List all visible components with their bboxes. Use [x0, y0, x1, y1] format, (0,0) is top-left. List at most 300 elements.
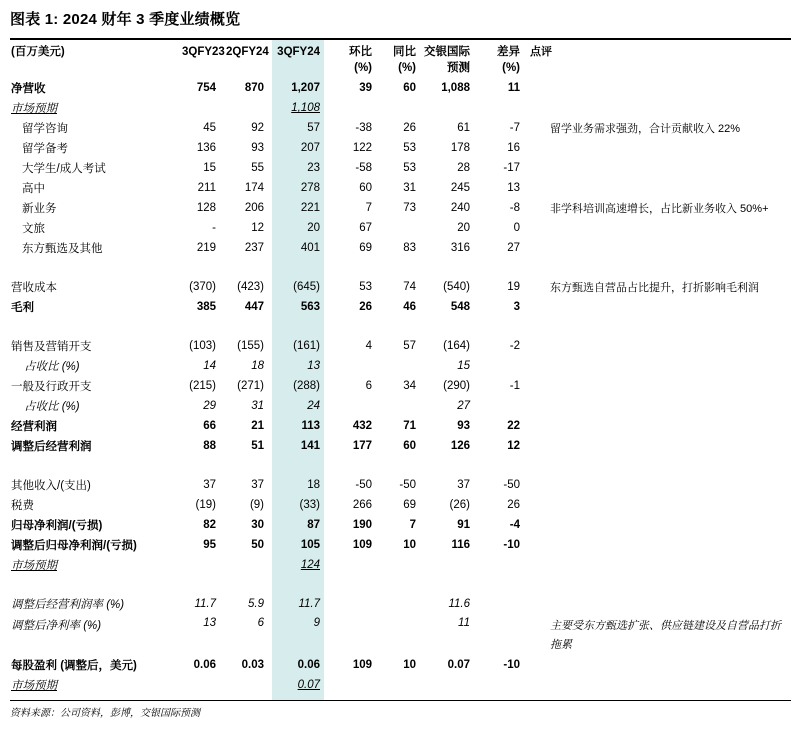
cell-value: -50 [355, 479, 372, 491]
row-comment [530, 475, 791, 495]
spacer-row [10, 575, 791, 594]
table-row [10, 238, 791, 258]
bottom-rule [10, 700, 791, 701]
header-unit-label: (百万美元) [11, 46, 65, 58]
cell-3qfy24 [272, 515, 324, 535]
header-row [10, 42, 791, 78]
cell-value [378, 218, 424, 238]
cell-value: 13 [507, 182, 520, 194]
cell-value: (645) [293, 281, 320, 293]
row-label-text: 占收比 (%) [24, 401, 80, 413]
cell-value: 126 [450, 440, 470, 452]
cell-value: 5.9 [248, 598, 264, 610]
cell-value [324, 396, 378, 416]
row-label-text: 市场预期 [11, 680, 57, 692]
row-comment [530, 376, 791, 396]
cell-value: 67 [359, 222, 372, 234]
row-label-text: 调整后经营利润率 (%) [11, 599, 125, 611]
cell-value: 9 [313, 617, 320, 629]
row-comment [530, 178, 791, 198]
cell-value: 113 [301, 420, 320, 432]
cell-3qfy24 [272, 198, 324, 218]
cell-value [476, 98, 530, 118]
table-row [10, 218, 791, 238]
row-label [10, 515, 182, 535]
cell-value [324, 614, 378, 655]
cell-value: -38 [355, 122, 372, 134]
cell-value: 87 [307, 519, 320, 531]
cell-value: 22 [507, 420, 520, 432]
row-label [10, 535, 182, 555]
cell-value: 432 [352, 420, 372, 432]
table-row [10, 158, 791, 178]
cell-value: 563 [300, 301, 320, 313]
row-label-text: 东方甄选及其他 [22, 243, 103, 255]
cell-3qfy24 [272, 495, 324, 515]
row-label-text: 占收比 (%) [24, 361, 80, 373]
cell-value: 316 [450, 242, 470, 254]
cell-value: 7 [409, 519, 416, 531]
cell-value: 18 [307, 479, 320, 491]
cell-value: 3 [513, 301, 520, 313]
cell-value [476, 555, 530, 575]
results-table [10, 42, 791, 695]
row-label [10, 376, 182, 396]
cell-value: 1,207 [291, 82, 320, 94]
cell-value: 105 [300, 539, 320, 551]
cell-value: 20 [457, 222, 470, 234]
row-comment [530, 555, 791, 575]
cell-value: 69 [359, 242, 372, 254]
cell-value: 60 [403, 82, 416, 94]
row-comment [530, 218, 791, 238]
cell-3qfy24 [272, 675, 324, 695]
row-comment [530, 515, 791, 535]
row-label [10, 98, 182, 118]
cell-value: (155) [237, 340, 264, 352]
row-label [10, 396, 182, 416]
cell-value: 51 [251, 440, 264, 452]
cell-value: (215) [189, 380, 216, 392]
cell-3qfy24 [272, 98, 324, 118]
cell-value: 93 [457, 420, 470, 432]
cell-3qfy24 [272, 555, 324, 575]
row-comment [530, 138, 791, 158]
cell-value: 116 [451, 539, 470, 551]
row-label-text: 每股盈利 (调整后，美元) [11, 660, 137, 672]
cell-3qfy24 [272, 218, 324, 238]
cell-value: 69 [403, 499, 416, 511]
cell-value: 26 [507, 499, 520, 511]
cell-value: (290) [443, 380, 470, 392]
row-label [10, 118, 182, 138]
cell-value [378, 555, 424, 575]
cell-value: 28 [457, 162, 470, 174]
cell-value: 93 [251, 142, 264, 154]
cell-value: 6 [365, 380, 372, 392]
row-comment [530, 675, 791, 695]
row-label [10, 356, 182, 376]
spacer-cell [10, 317, 791, 336]
row-comment [530, 594, 791, 614]
table-row [10, 675, 791, 695]
cell-3qfy24 [272, 594, 324, 614]
cell-value: 12 [507, 440, 520, 452]
cell-value: 31 [251, 400, 264, 412]
cell-value: 385 [196, 301, 216, 313]
header-qoq: 环比 (%) [349, 46, 372, 74]
header-3qfy23: 3QFY23 [182, 46, 225, 58]
cell-value: 240 [450, 202, 470, 214]
cell-value: (423) [237, 281, 264, 293]
row-label-text: 市场预期 [11, 560, 57, 572]
row-label [10, 297, 182, 317]
table-row [10, 436, 791, 456]
table-row [10, 614, 791, 655]
row-label-text: 调整后净利率 (%) [11, 620, 102, 632]
row-comment [530, 78, 791, 98]
cell-value: -58 [355, 162, 372, 174]
cell-value: 548 [450, 301, 470, 313]
cell-value: 109 [352, 659, 372, 671]
cell-value: 82 [203, 519, 216, 531]
cell-value: (9) [249, 499, 264, 511]
row-label [10, 336, 182, 356]
spacer-cell [10, 456, 791, 475]
cell-value: 37 [457, 479, 470, 491]
cell-value: 278 [300, 182, 320, 194]
cell-value: 136 [196, 142, 216, 154]
row-label-text: 营收成本 [11, 282, 57, 294]
table-row [10, 277, 791, 297]
spacer-row [10, 258, 791, 277]
row-label-text: 一般及行政开支 [11, 381, 92, 393]
row-label [10, 475, 182, 495]
cell-value: 141 [300, 440, 320, 452]
cell-value: 7 [365, 202, 372, 214]
cell-value: -10 [503, 659, 520, 671]
row-label [10, 178, 182, 198]
cell-3qfy24 [272, 356, 324, 376]
cell-value: 57 [403, 340, 416, 352]
cell-value: 46 [403, 301, 416, 313]
cell-value: 53 [359, 281, 372, 293]
cell-value: 0.06 [297, 659, 320, 671]
row-label-text: 调整后经营利润 [11, 441, 92, 453]
cell-value: -50 [503, 479, 520, 491]
cell-value: 26 [403, 122, 416, 134]
cell-value [476, 356, 530, 376]
cell-value: 207 [300, 142, 320, 154]
cell-value [424, 555, 476, 575]
cell-3qfy24 [272, 158, 324, 178]
cell-value: 20 [307, 222, 320, 234]
cell-value: 206 [244, 202, 264, 214]
row-comment [530, 436, 791, 456]
cell-3qfy24 [272, 376, 324, 396]
cell-3qfy24 [272, 535, 324, 555]
cell-value: 27 [507, 242, 520, 254]
row-comment: 非学科培训高速增长，占比新业务收入 50%+ [550, 203, 769, 215]
cell-value: 30 [251, 519, 264, 531]
table-row [10, 356, 791, 376]
cell-value [378, 675, 424, 695]
cell-value: 27 [457, 400, 470, 412]
source-note: 资料来源：公司资料，彭博，交银国际预测 [10, 708, 200, 719]
cell-value [324, 98, 378, 118]
row-comment [530, 535, 791, 555]
row-label-text: 高中 [22, 183, 45, 195]
row-label [10, 594, 182, 614]
cell-value: 221 [300, 202, 320, 214]
table-row [10, 297, 791, 317]
cell-value: 39 [359, 82, 372, 94]
cell-3qfy24 [272, 396, 324, 416]
row-comment [530, 396, 791, 416]
cell-value [424, 98, 476, 118]
row-label [10, 198, 182, 218]
cell-value: 18 [251, 360, 264, 372]
cell-value: 29 [203, 400, 216, 412]
cell-value: 178 [450, 142, 470, 154]
spacer-row [10, 317, 791, 336]
row-label [10, 675, 182, 695]
table-row [10, 475, 791, 495]
cell-value: 53 [403, 142, 416, 154]
cell-value: 66 [203, 420, 216, 432]
cell-value: 61 [457, 122, 470, 134]
cell-value: 122 [352, 142, 372, 154]
cell-value: 91 [457, 519, 470, 531]
table-row [10, 376, 791, 396]
cell-value [424, 675, 476, 695]
header-comment: 点评 [530, 46, 552, 58]
table-row [10, 336, 791, 356]
row-comment: 留学业务需求强劲，合计贡献收入 22% [550, 123, 741, 135]
cell-value: (540) [443, 281, 470, 293]
cell-value: 13 [307, 360, 320, 372]
row-label-text: 市场预期 [11, 103, 57, 115]
row-label-text: 留学备考 [22, 143, 68, 155]
cell-value: 266 [352, 499, 372, 511]
page-title: 图表 1: 2024 财年 3 季度业绩概览 [10, 11, 241, 28]
cell-value [324, 356, 378, 376]
cell-value: (271) [237, 380, 264, 392]
table-row [10, 594, 791, 614]
cell-value: 50 [251, 539, 264, 551]
cell-value: -8 [509, 202, 520, 214]
cell-value: 37 [251, 479, 264, 491]
row-comment [530, 356, 791, 376]
cell-value: 219 [196, 242, 216, 254]
table-row [10, 655, 791, 675]
cell-value: 60 [403, 440, 416, 452]
cell-value: 73 [403, 202, 416, 214]
cell-value: 0.07 [297, 679, 320, 691]
table-row [10, 178, 791, 198]
cell-value: 1,108 [291, 102, 320, 114]
cell-value: 14 [203, 360, 216, 372]
cell-value: 245 [450, 182, 470, 194]
header-variance: 差异 (%) [497, 46, 520, 74]
cell-3qfy24 [272, 336, 324, 356]
cell-value: 19 [507, 281, 520, 293]
cell-value: 15 [203, 162, 216, 174]
cell-value [378, 396, 424, 416]
cell-value: -10 [503, 539, 520, 551]
cell-3qfy24 [272, 277, 324, 297]
row-comment [530, 655, 791, 675]
table-row [10, 78, 791, 98]
cell-value: 6 [257, 617, 264, 629]
cell-value: 11 [458, 617, 470, 629]
cell-value: 24 [307, 400, 320, 412]
cell-value: 21 [251, 420, 264, 432]
table-row [10, 98, 791, 118]
cell-value [378, 594, 424, 614]
header-2qfy24: 2QFY24 [226, 46, 269, 58]
cell-value [378, 356, 424, 376]
cell-value: (161) [293, 340, 320, 352]
cell-value [476, 614, 530, 655]
cell-value: 83 [403, 242, 416, 254]
cell-value: 174 [244, 182, 264, 194]
cell-value [476, 594, 530, 614]
cell-value [182, 98, 226, 118]
row-comment [530, 297, 791, 317]
cell-value: 211 [197, 182, 216, 194]
cell-value: -7 [509, 122, 520, 134]
row-label [10, 158, 182, 178]
row-comment [530, 495, 791, 515]
cell-3qfy24 [272, 614, 324, 655]
cell-value: 95 [203, 539, 216, 551]
cell-value: 177 [352, 440, 372, 452]
cell-value: 128 [196, 202, 216, 214]
cell-3qfy24 [272, 238, 324, 258]
row-label-text: 销售及营销开支 [11, 341, 92, 353]
table-row [10, 198, 791, 218]
header-3qfy24: 3QFY24 [277, 46, 320, 58]
cell-3qfy24 [272, 436, 324, 456]
cell-value [378, 98, 424, 118]
cell-value: 10 [403, 539, 416, 551]
row-label [10, 218, 182, 238]
row-label-text: 文旅 [22, 223, 45, 235]
row-label-text: 新业务 [22, 203, 57, 215]
cell-value: 109 [352, 539, 372, 551]
cell-value: 0.07 [447, 659, 470, 671]
cell-value [476, 396, 530, 416]
cell-value [226, 98, 272, 118]
cell-3qfy24 [272, 178, 324, 198]
cell-value [226, 675, 272, 695]
cell-value [378, 614, 424, 655]
cell-value: - [212, 222, 216, 234]
row-label-text: 税费 [11, 500, 34, 512]
cell-value: 0.03 [241, 659, 264, 671]
cell-value: 11 [507, 82, 520, 94]
cell-value: -17 [503, 162, 520, 174]
cell-value: -50 [399, 479, 416, 491]
cell-value: 447 [244, 301, 264, 313]
cell-3qfy24 [272, 138, 324, 158]
header-bocom-forecast: 交银国际 预测 [424, 46, 470, 74]
table-row [10, 555, 791, 575]
cell-value: 31 [403, 182, 416, 194]
cell-value: (164) [443, 340, 470, 352]
cell-value: 12 [251, 222, 264, 234]
cell-value: 237 [244, 242, 264, 254]
cell-value: (19) [195, 499, 216, 511]
cell-value: 0.06 [193, 659, 216, 671]
cell-value: -1 [509, 380, 520, 392]
cell-value: (33) [299, 499, 320, 511]
cell-value [476, 675, 530, 695]
cell-value [182, 555, 226, 575]
row-label-text: 留学咨询 [22, 123, 68, 135]
row-comment [530, 158, 791, 178]
cell-value: 124 [300, 559, 320, 571]
cell-value: 23 [307, 162, 320, 174]
row-label-text: 调整后归母净利润/(亏损) [11, 540, 137, 552]
cell-value: 74 [403, 281, 416, 293]
cell-value: 71 [403, 420, 416, 432]
top-rule [10, 38, 791, 40]
table-row [10, 416, 791, 436]
cell-value: 13 [203, 617, 216, 629]
table-row [10, 495, 791, 515]
table-row [10, 138, 791, 158]
spacer-row [10, 456, 791, 475]
header-yoy: 同比 (%) [393, 46, 416, 74]
row-comment [530, 416, 791, 436]
cell-value: -4 [509, 519, 520, 531]
cell-value: 57 [307, 122, 320, 134]
cell-value: (288) [293, 380, 320, 392]
row-label-text: 归母净利润/(亏损) [11, 520, 103, 532]
cell-value: 88 [203, 440, 216, 452]
cell-value: (370) [189, 281, 216, 293]
row-label [10, 416, 182, 436]
cell-value: 0 [513, 222, 520, 234]
row-label-text: 经营利润 [11, 421, 57, 433]
row-comment [530, 238, 791, 258]
row-label [10, 555, 182, 575]
row-label-text: 其他收入/(支出) [11, 480, 91, 492]
row-label [10, 655, 182, 675]
row-comment [530, 98, 791, 118]
cell-value: 34 [403, 380, 416, 392]
cell-value: 37 [203, 479, 216, 491]
cell-value: 11.7 [298, 598, 320, 610]
row-label [10, 78, 182, 98]
row-label [10, 238, 182, 258]
cell-value: 60 [359, 182, 372, 194]
cell-value: 190 [352, 519, 372, 531]
cell-value: 45 [203, 122, 216, 134]
table-row [10, 535, 791, 555]
cell-3qfy24 [272, 475, 324, 495]
row-label-text: 净营收 [11, 83, 46, 95]
cell-value: 53 [403, 162, 416, 174]
cell-value: 11.7 [194, 598, 216, 610]
table-row [10, 515, 791, 535]
cell-value: 1,088 [441, 82, 470, 94]
cell-value: (26) [449, 499, 470, 511]
spacer-cell [10, 575, 791, 594]
table-row [10, 396, 791, 416]
